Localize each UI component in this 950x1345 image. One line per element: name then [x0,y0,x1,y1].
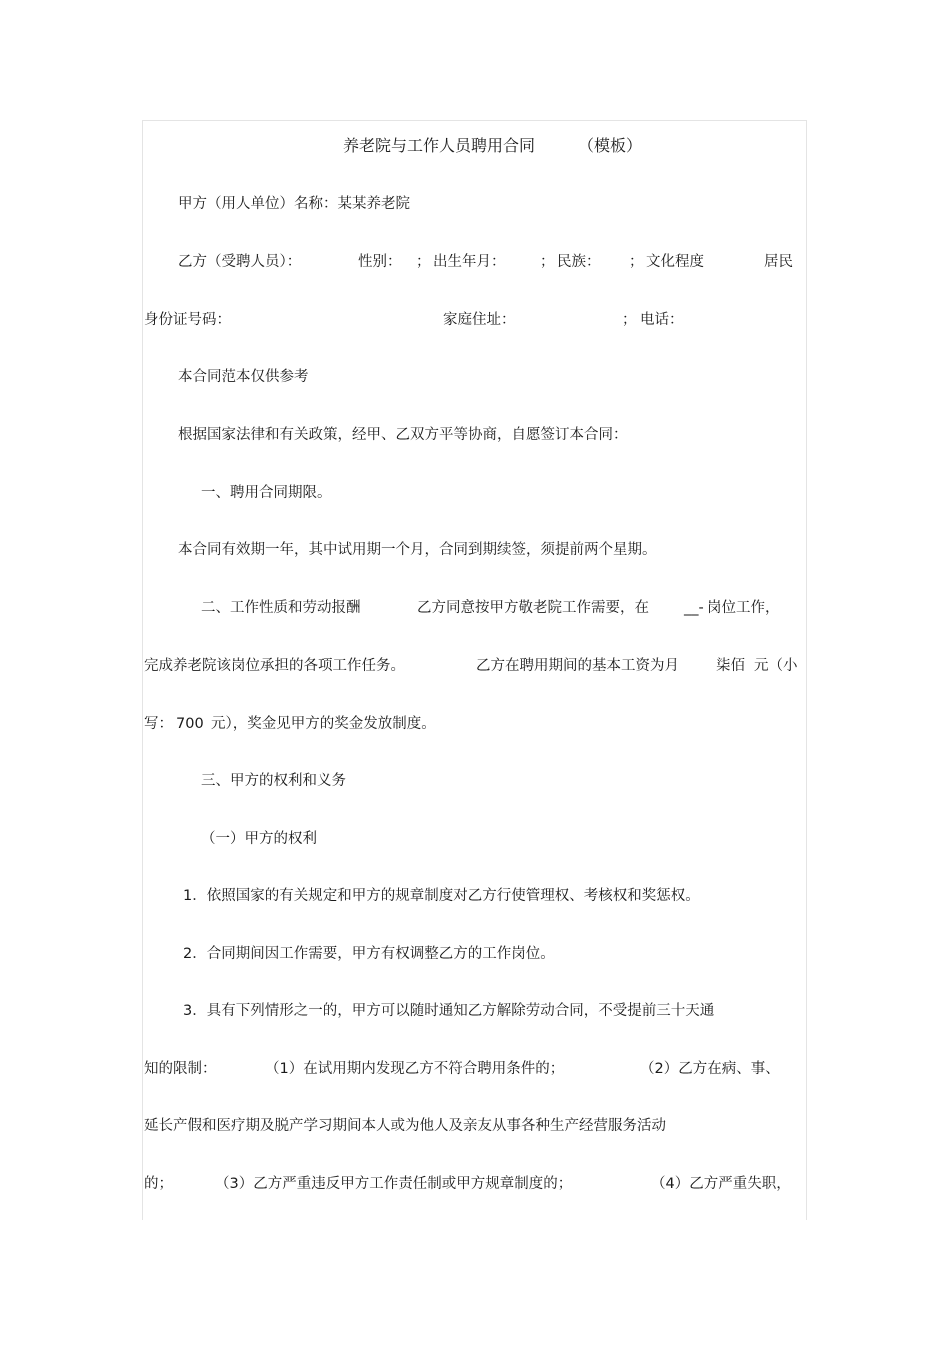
section-3-subtitle: （一）甲方的权利 [201,831,317,847]
ethnicity-label: 民族： [557,254,601,270]
salary-number: 700 [176,716,204,732]
list-item-text: （4）乙方严重失职， [651,1176,791,1192]
list-item-text: 的； [144,1176,173,1192]
section-2-text: 元（小 [754,658,798,674]
resident-label: 居民 [764,254,793,270]
intro-paragraph: 根据国家法律和有关政策，经甲、乙双方平等协商，自愿签订本合同： [178,427,628,443]
list-item: 1．依照国家的有关规定和甲方的规章制度对乙方行使管理权、考核权和奖惩权。 [183,888,700,904]
list-item-text: 知的限制： [144,1061,217,1077]
document-title-suffix: （模板） [578,136,643,155]
salary-words: 柒佰 [716,658,745,674]
section-2-text: 完成养老院该岗位承担的各项工作任务。 [144,658,405,674]
list-item-text: （3）乙方严重违反甲方工作责任制或甲方规章制度的； [215,1176,573,1192]
document-title: 养老院与工作人员聘用合同 [343,136,536,155]
reference-note: 本合同范本仅供参考 [178,369,309,385]
education-label: 文化程度 [646,254,704,270]
separator: ； [629,254,644,270]
list-item: 3．具有下列情形之一的，甲方可以随时通知乙方解除劳动合同，不受提前三十天通 [183,1003,715,1019]
section-1-text: 本合同有效期一年，其中试用期一个月，合同到期续签，须提前两个星期。 [178,542,657,558]
party-a-line: 甲方（用人单位）名称：某某养老院 [178,196,410,212]
id-number-label: 身份证号码： [144,312,231,328]
section-3-title: 三、甲方的权利和义务 [201,773,346,789]
party-b-label: 乙方（受聘人员）： [178,254,302,270]
list-item-text: 延长产假和医疗期及脱产学习期间本人或为他人及亲友从事各种生产经营服务活动 [144,1118,666,1134]
section-2-text: 乙方同意按甲方敬老院工作需要，在 [417,600,649,616]
section-2-text: 写： [144,716,173,732]
section-2-text: 元），奖金见甲方的奖金发放制度。 [211,716,436,732]
list-item-text: （1）在试用期内发现乙方不符合聘用条件的； [265,1061,565,1077]
list-item-text: （2）乙方在病、事、 [640,1061,780,1077]
position-blank: __- [684,600,704,616]
phone-label: 电话： [640,312,684,328]
list-item: 2．合同期间因工作需要，甲方有权调整乙方的工作岗位。 [183,946,555,962]
section-2-title: 二、工作性质和劳动报酬 [201,600,361,616]
section-2-text: 岗位工作， [707,600,780,616]
address-label: 家庭住址： [443,312,516,328]
separator: ； [416,254,431,270]
birth-label: 出生年月： [433,254,506,270]
separator: ； [540,254,555,270]
section-1-title: 一、聘用合同期限。 [201,485,332,501]
gender-label: 性别： [358,254,402,270]
section-2-text: 乙方在聘用期间的基本工资为月 [476,658,679,674]
separator: ； [622,312,637,328]
